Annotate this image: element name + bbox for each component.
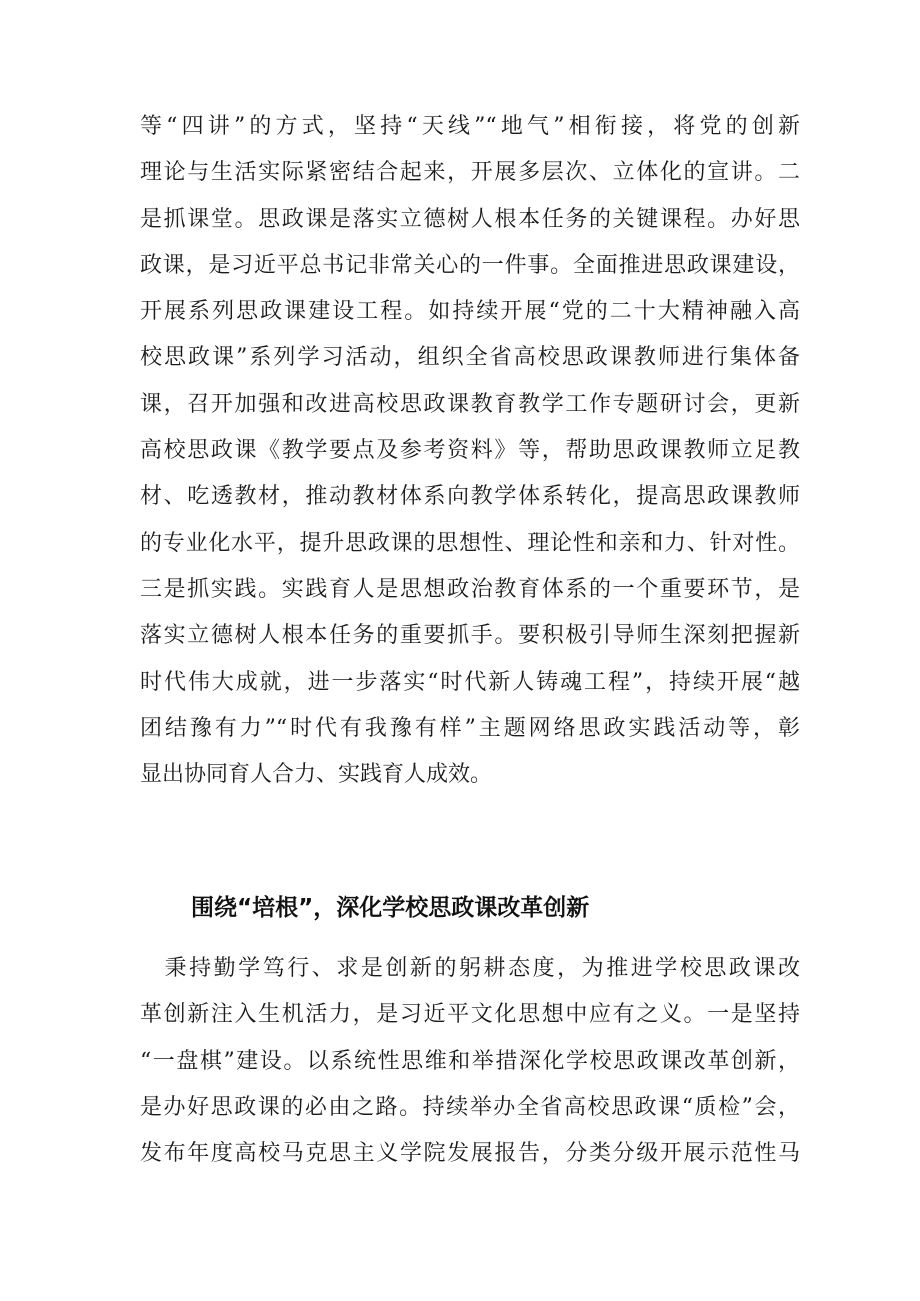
paragraph-line: 校思政课”系列学习活动，组织全省高校思政课教师进行集体备 (140, 345, 800, 371)
section-heading: 围绕“培根”，深化学校思政课改革创新 (191, 895, 590, 921)
paragraph-line: 的专业化水平，提升思政课的思想性、理论性和亲和力、针对性。 (140, 530, 800, 556)
paragraph-line: 时代伟大成就，进一步落实“时代新人铸魂工程”，持续开展“越 (140, 669, 800, 695)
paragraph-line: 革创新注入生机活力，是习近平文化思想中应有之义。一是坚持 (140, 1002, 800, 1028)
paragraph-line: 课，召开加强和改进高校思政课教育教学工作专题研讨会，更新 (140, 391, 800, 417)
paragraph-line: 发布年度高校马克思主义学院发展报告，分类分级开展示范性马 (140, 1141, 800, 1167)
paragraph-line: 政课，是习近平总书记非常关心的一件事。全面推进思政课建设， (140, 252, 800, 278)
paragraph-line: 高校思政课《教学要点及参考资料》等，帮助思政课教师立足教 (140, 438, 800, 464)
paragraph-line: 显出协同育人合力、实践育人成效。 (140, 762, 493, 788)
body-paragraph-1 (140, 104, 800, 798)
paragraph-line: 三是抓实践。实践育人是思想政治教育体系的一个重要环节，是 (140, 576, 800, 602)
paragraph-line: 理论与生活实际紧密结合起来，开展多层次、立体化的宣讲。二 (140, 160, 800, 186)
paragraph-line: 材、吃透教材，推动教材体系向教学体系转化，提高思政课教师 (140, 484, 800, 510)
paragraph-line: 开展系列思政课建设工程。如持续开展“党的二十大精神融入高 (140, 299, 800, 325)
paragraph-line: 是抓课堂。思政课是落实立德树人根本任务的关键课程。办好思 (140, 206, 800, 232)
paragraph-line: “一盘棋”建设。以系统性思维和举措深化学校思政课改革创新， (140, 1048, 800, 1074)
paragraph-line: 团结豫有力”“时代有我豫有样”主题网络思政实践活动等，彰 (140, 715, 800, 741)
paragraph-line: 等“四讲”的方式，坚持“天线”“地气”相衔接，将党的创新 (140, 114, 800, 139)
paragraph-line: 是办好思政课的必由之路。持续举办全省高校思政课“质检”会， (140, 1094, 800, 1120)
paragraph-line: 落实立德树人根本任务的重要抓手。要积极引导师生深刻把握新 (140, 623, 800, 649)
paragraph-line: 秉持勤学笃行、求是创新的躬耕态度，为推进学校思政课改 (140, 956, 800, 981)
body-paragraph-2 (140, 946, 800, 1177)
